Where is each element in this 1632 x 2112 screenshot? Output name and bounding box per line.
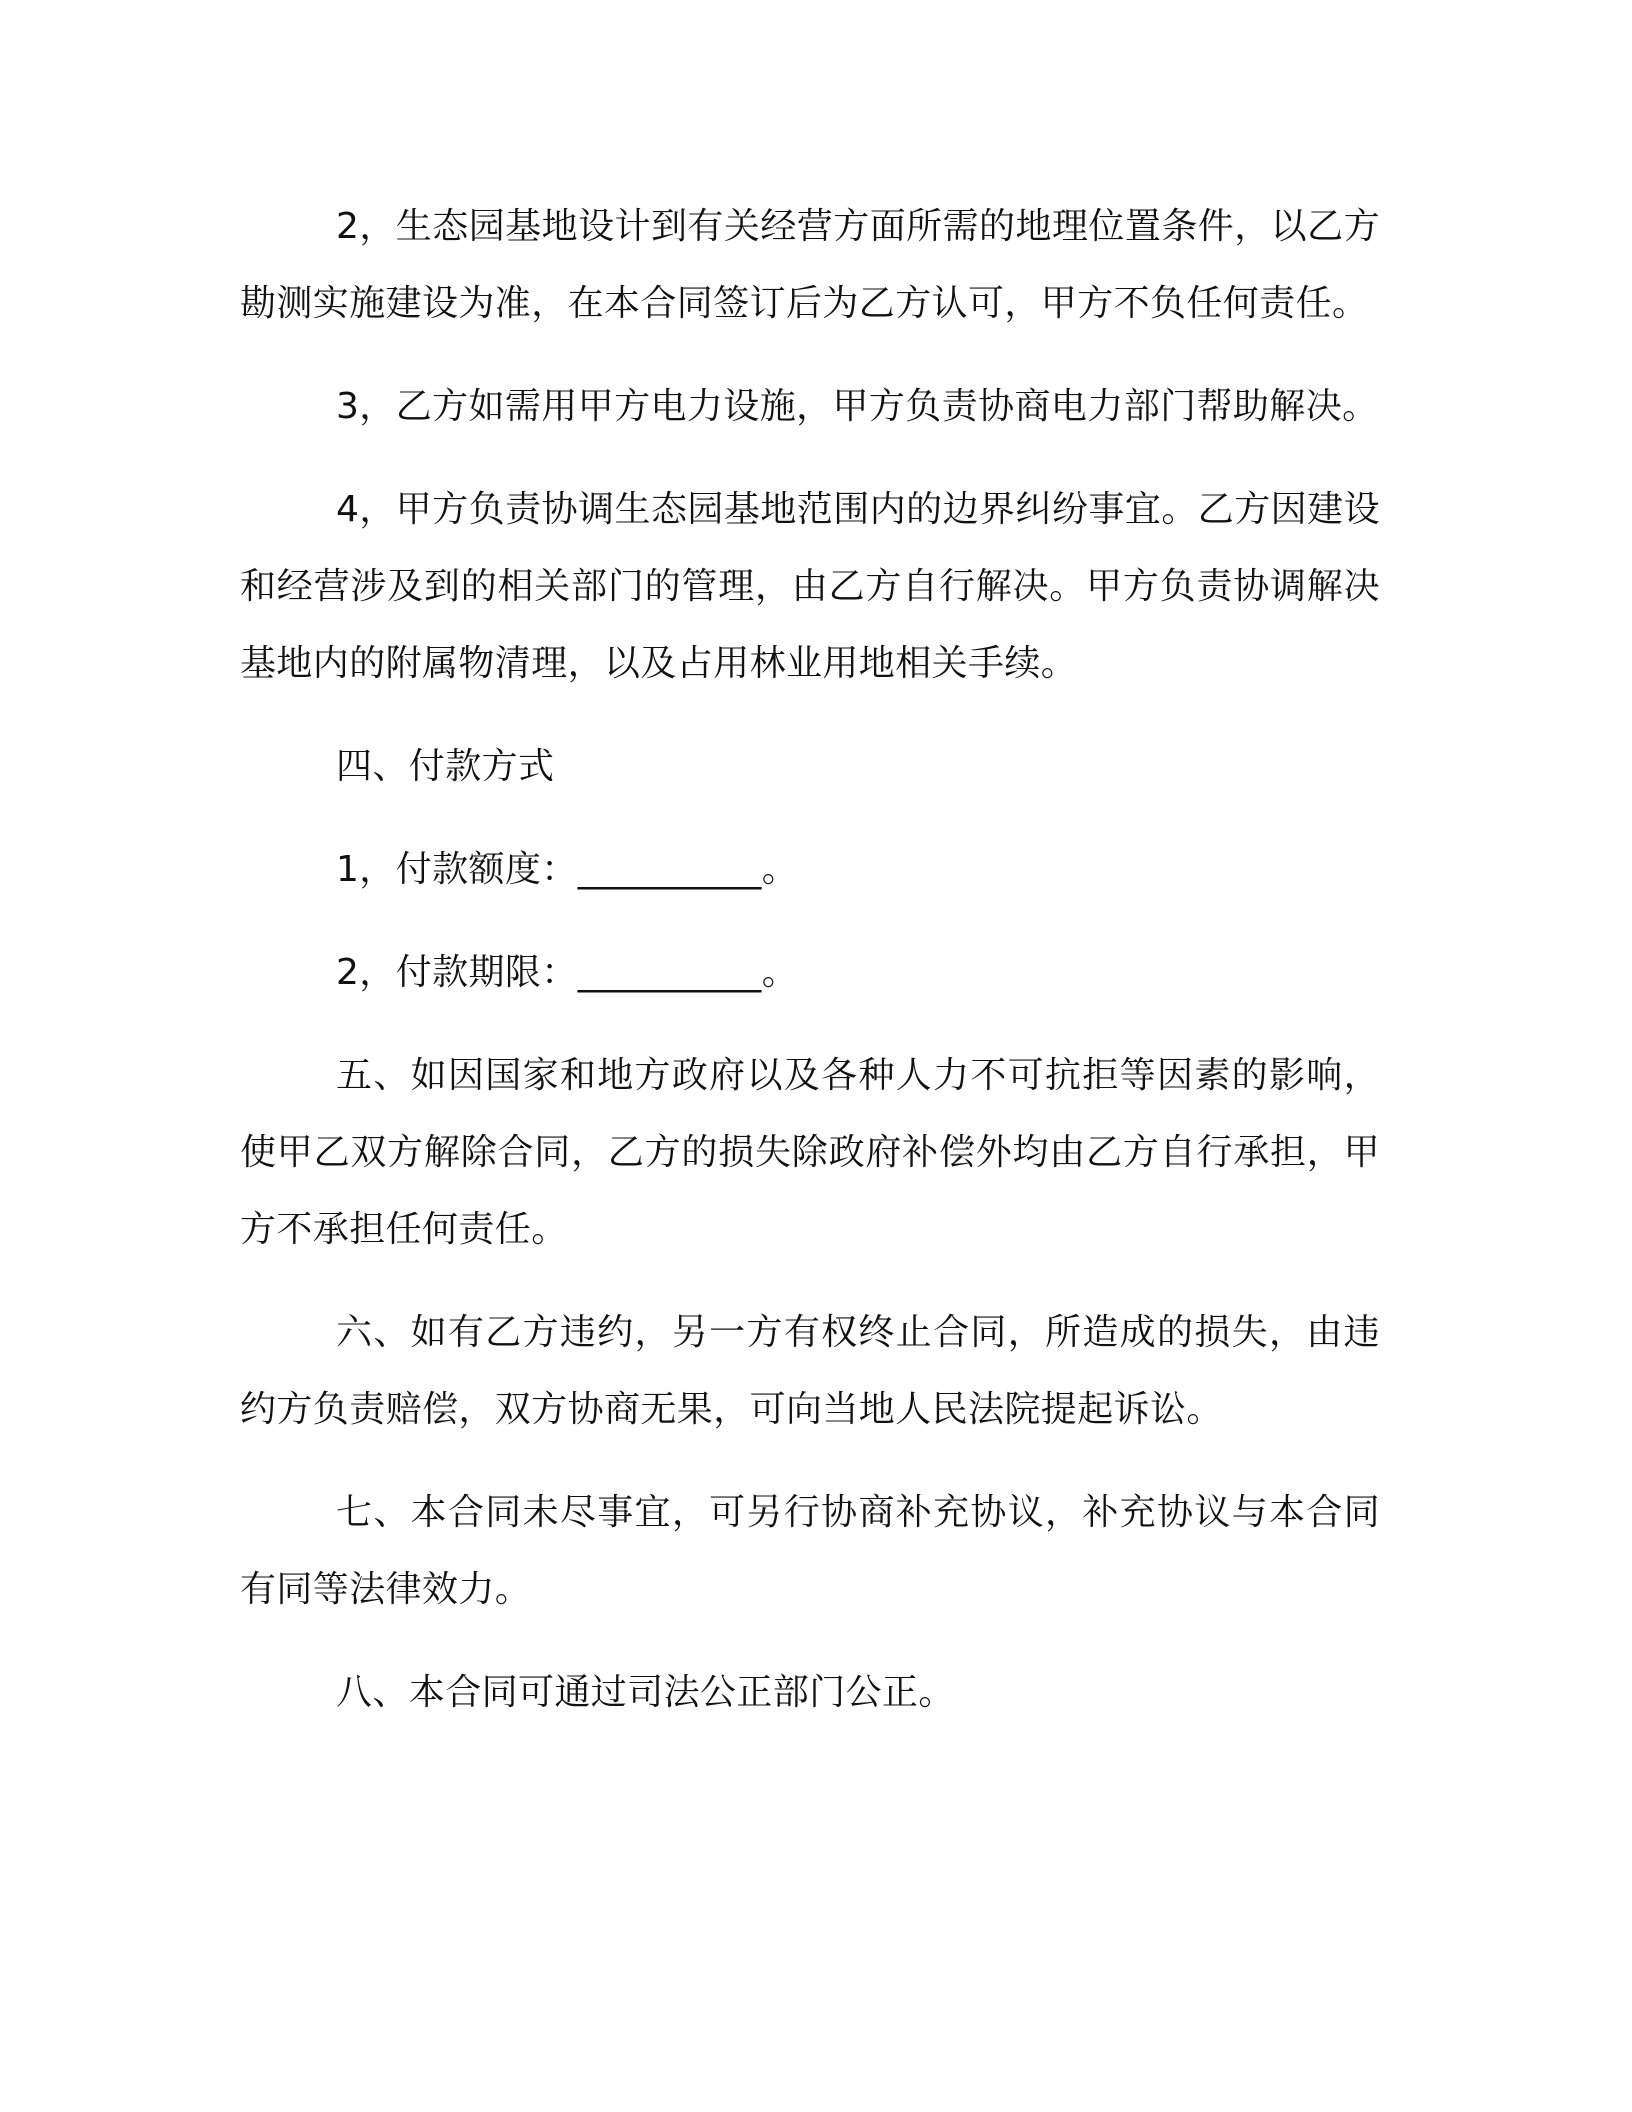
section-heading-payment-method: 四、付款方式: [336, 746, 555, 787]
clause-3-electric-facilities: 3，乙方如需用甲方电力设施，甲方负责协商电力部门帮助解决。: [336, 386, 1379, 427]
section-force-majeure: 五、如因国家和地方政府以及各种人力不可抗拒等因素的影响，使甲乙双方解除合同，乙方的损失除政府补偿外均由乙方自行承担，甲方不承担任何责任。: [240, 1055, 1380, 1250]
clause-2-location-conditions: 2，生态园基地设计到有关经营方面所需的地理位置条件，以乙方勘测实施建设为准，在本合同签订后为乙方认可，甲方不负任何责任。: [240, 206, 1380, 324]
section-notarization: 八、本合同可通过司法公正部门公正。: [336, 1672, 955, 1713]
contract-body: [240, 188, 1380, 1731]
section-supplementary-agreement: 七、本合同未尽事宜，可另行协商补充协议，补充协议与本合同有同等法律效力。: [240, 1492, 1380, 1610]
payment-amount-line: 1，付款额度：__________。: [336, 849, 799, 890]
payment-deadline-line: 2，付款期限：__________。: [336, 952, 799, 993]
clause-4-boundary-disputes: 4，甲方负责协调生态园基地范围内的边界纠纷事宜。乙方因建设和经营涉及到的相关部门的管理，由乙方自行解决。甲方负责协调解决基地内的附属物清理，以及占用林业用地相关手续。: [240, 489, 1380, 684]
section-breach-of-contract: 六、如有乙方违约，另一方有权终止合同，所造成的损失，由违约方负责赔偿，双方协商无果，可向当地人民法院提起诉讼。: [240, 1312, 1380, 1430]
